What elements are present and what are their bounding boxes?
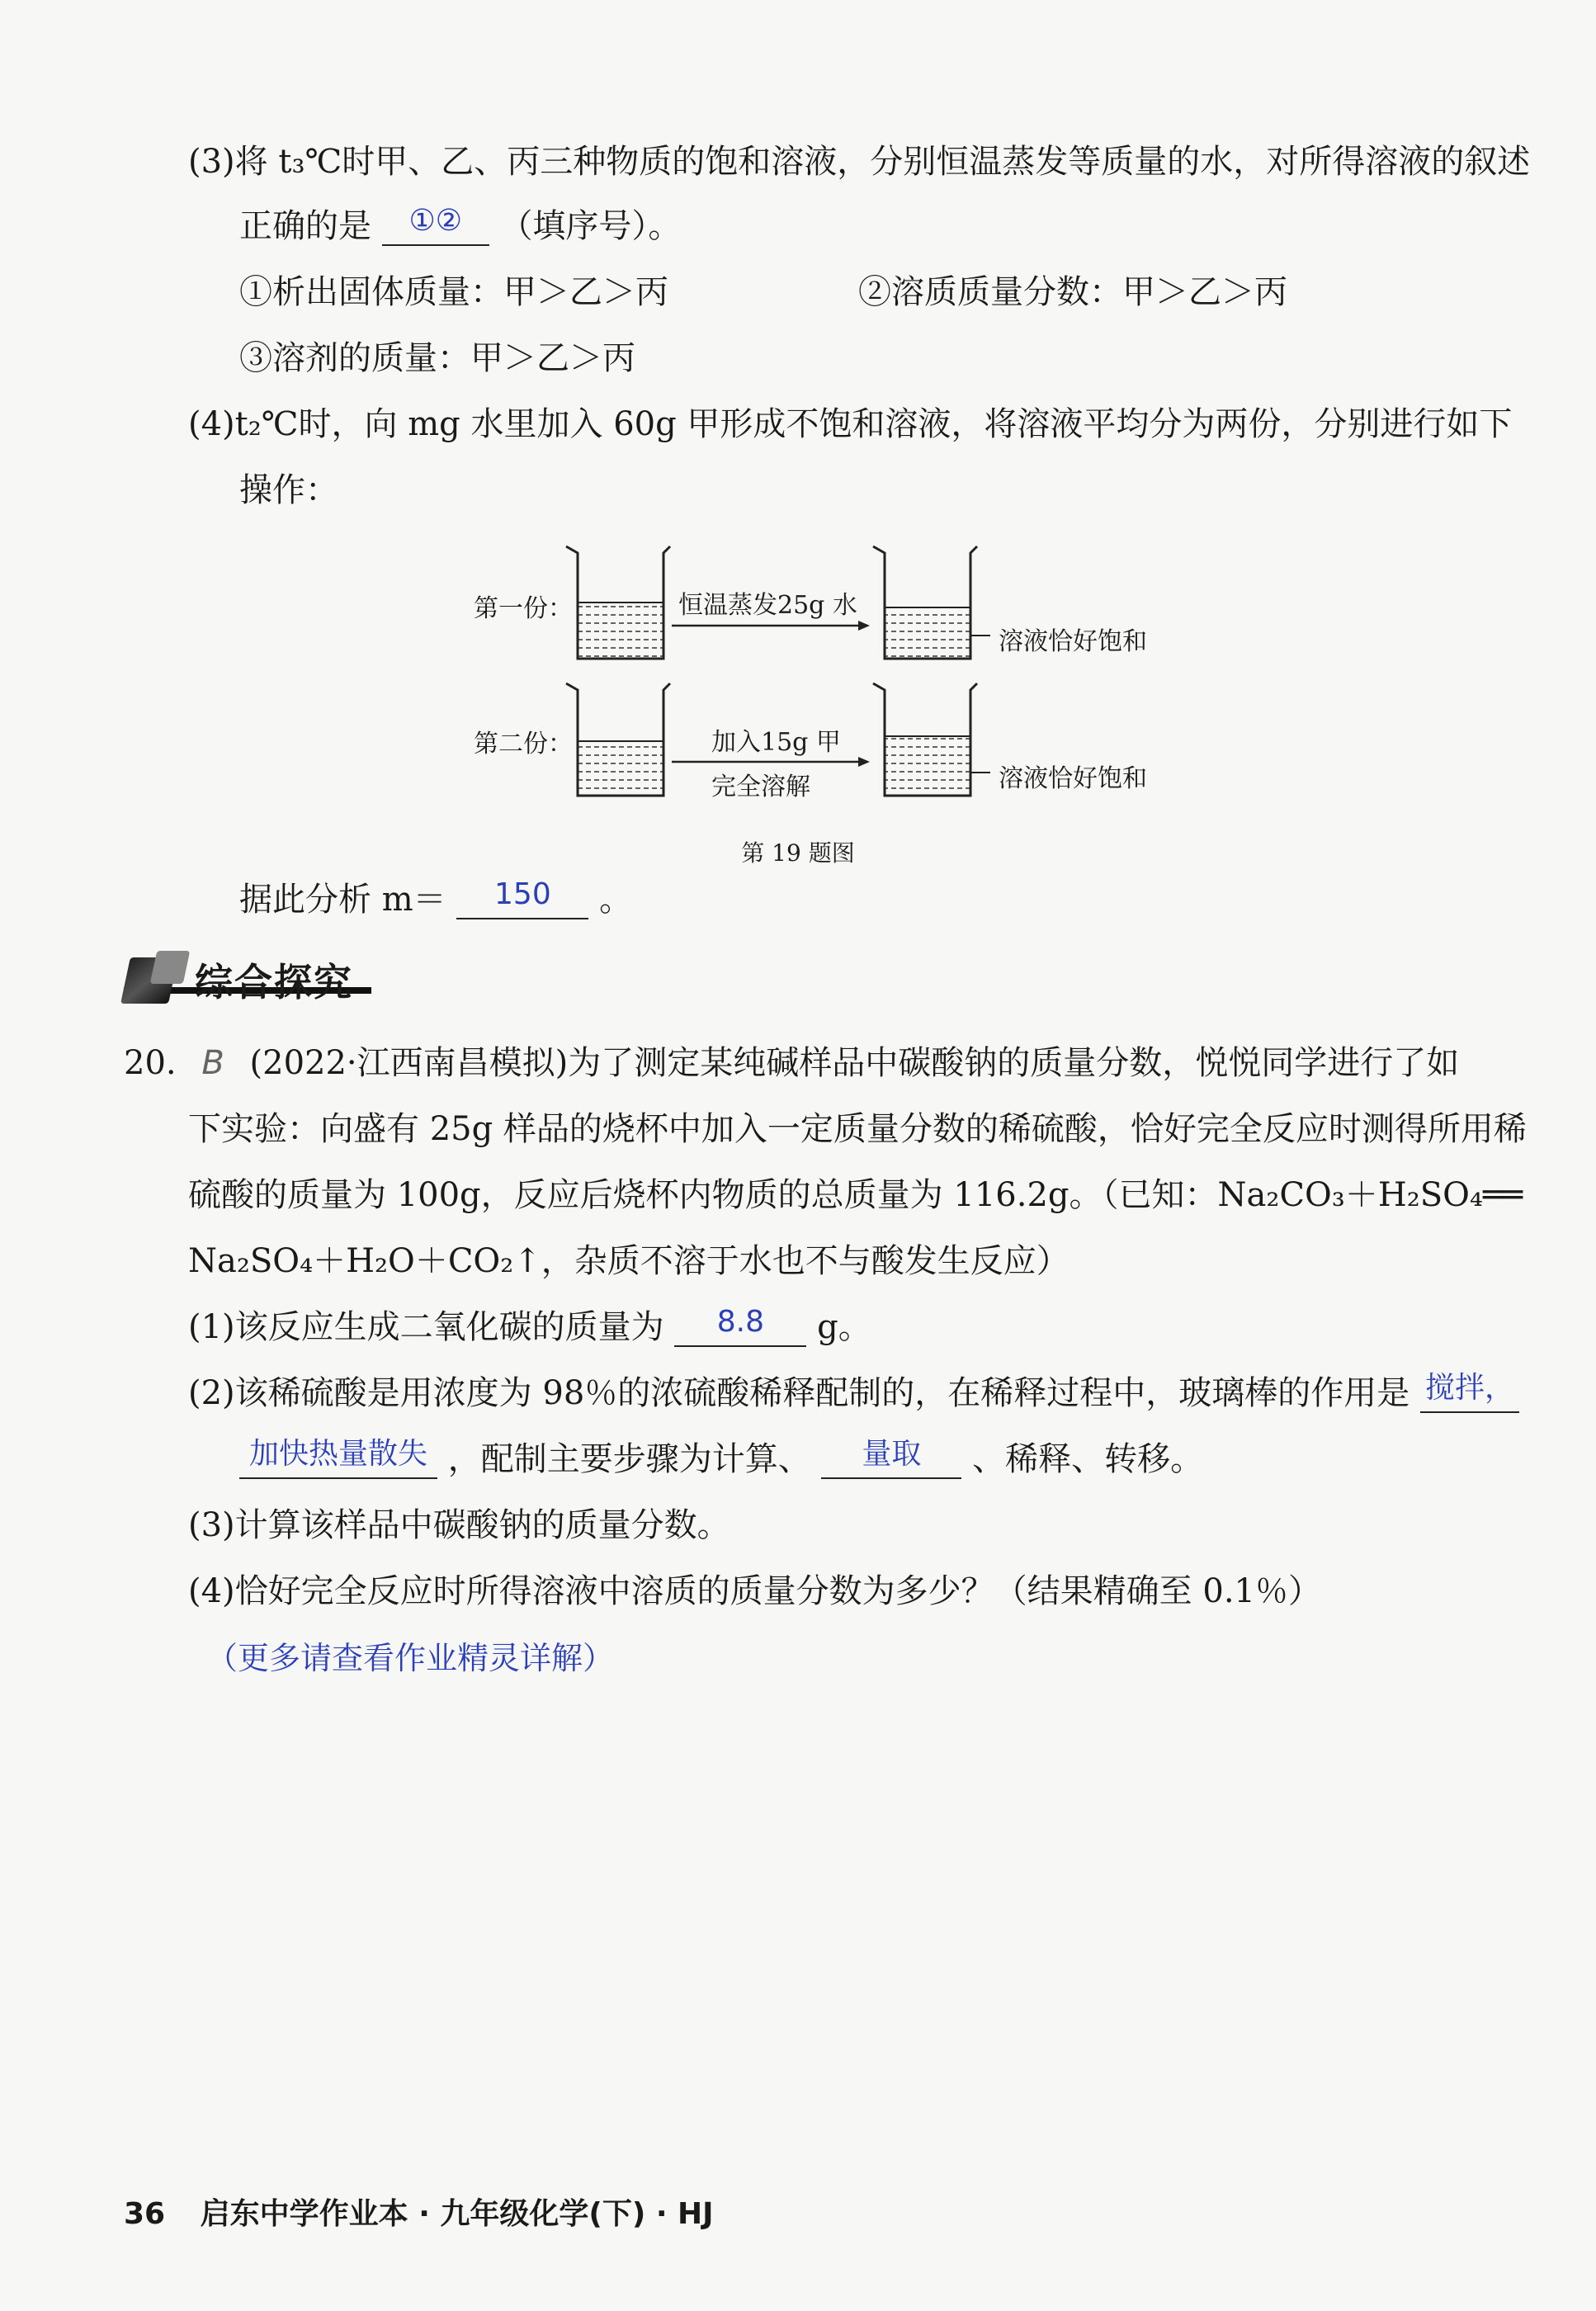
q20-part3: (3)计算该样品中碳酸钠的质量分数。 bbox=[188, 1506, 730, 1544]
q20-p2-blank-a[interactable] bbox=[1420, 1371, 1519, 1413]
q3-prefix: 正确的是 bbox=[239, 207, 371, 245]
row2-label: 第二份： bbox=[474, 730, 573, 759]
row1-label: 第一份： bbox=[474, 594, 573, 623]
beaker-row1-initial bbox=[566, 546, 670, 659]
q3-answer-blank[interactable] bbox=[382, 204, 489, 246]
row1-result-label: 溶液恰好饱和 bbox=[999, 627, 1147, 656]
q20-p1-suffix: g。 bbox=[817, 1308, 871, 1346]
q20-part2-line2 bbox=[239, 1438, 1203, 1481]
q4-answer-line bbox=[239, 878, 632, 921]
q3-option-1: ①析出固体质量：甲＞乙＞丙 bbox=[239, 273, 668, 311]
row2-result-label: 溶液恰好饱和 bbox=[999, 764, 1147, 793]
q20-p2-mid: ，配制主要步骤为计算、 bbox=[447, 1440, 811, 1478]
q20-p1-answer: 8.8 bbox=[716, 1305, 765, 1339]
q20-p2-answer-c: 量取 bbox=[862, 1437, 922, 1471]
q20-part1 bbox=[188, 1306, 871, 1349]
page-number: 36 bbox=[124, 2197, 166, 2231]
book-title: 启东中学作业本 · 九年级化学(下) · HJ bbox=[200, 2197, 714, 2231]
q3-answer: ①② bbox=[408, 204, 462, 238]
q3-stem-line2 bbox=[239, 205, 681, 248]
q20-p2-blank-c[interactable] bbox=[821, 1437, 961, 1479]
q4-answer: 150 bbox=[494, 877, 551, 911]
q3-stem-line1: (3)将 t₃℃时甲、乙、丙三种物质的饱和溶液，分别恒温蒸发等质量的水，对所得溶液的叙述 bbox=[188, 143, 1531, 181]
q20-p1-blank[interactable] bbox=[674, 1305, 806, 1347]
q20-p2-prefix: (2)该稀硫酸是用浓度为 98％的浓硫酸稀释配制的，在稀释过程中，玻璃棒的作用是 bbox=[188, 1374, 1410, 1412]
page-footer bbox=[124, 2190, 714, 2233]
q4-answer-suffix: 。 bbox=[599, 881, 633, 919]
q20-p2-blank-b[interactable] bbox=[239, 1437, 437, 1479]
q19-diagram bbox=[462, 528, 1205, 875]
q20-difficulty: B bbox=[201, 1044, 224, 1082]
beaker-row2-initial bbox=[566, 683, 670, 796]
q20-p2-answer-b: 加快热量散失 bbox=[248, 1437, 427, 1471]
q20-number: 20. bbox=[124, 1044, 177, 1082]
q20-part2-line1 bbox=[188, 1372, 1519, 1415]
row1-arrow-label: 恒温蒸发25g 水 bbox=[678, 591, 857, 620]
q3-option-2: ②溶质质量分数：甲＞乙＞丙 bbox=[858, 273, 1287, 311]
q20-p2-answer-a: 搅拌， bbox=[1424, 1371, 1514, 1405]
q4-answer-blank[interactable] bbox=[456, 877, 588, 919]
q20-stem-line3: 硫酸的质量为 100g，反应后烧杯内物质的总质量为 116.2g。（已知：Na₂CO₃＋H₂SO₄══ bbox=[188, 1176, 1523, 1214]
q20-line1: (2022·江西南昌模拟)为了测定某纯碱样品中碳酸钠的质量分数，悦悦同学进行了如 bbox=[249, 1044, 1460, 1082]
more-solutions-link[interactable]: （更多请查看作业精灵详解） bbox=[206, 1640, 615, 1676]
q3-option-3: ③溶剂的质量：甲＞乙＞丙 bbox=[239, 339, 635, 377]
q20-stem-line1 bbox=[124, 1042, 1459, 1085]
section-title: 综合探究 bbox=[195, 960, 353, 1004]
q4-stem-line1: (4)t₂℃时，向 mg 水里加入 60g 甲形成不饱和溶液，将溶液平均分为两份，分别进行如下 bbox=[188, 405, 1513, 443]
q4-answer-prefix: 据此分析 m＝ bbox=[239, 881, 446, 919]
diagram-caption: 第 19 题图 bbox=[741, 839, 855, 867]
section-heading bbox=[124, 949, 371, 1015]
beaker-row2-result bbox=[873, 683, 977, 796]
row2-arrow-label-bottom: 完全溶解 bbox=[711, 773, 810, 801]
q20-p1-prefix: (1)该反应生成二氧化碳的质量为 bbox=[188, 1308, 664, 1346]
q20-part4: (4)恰好完全反应时所得溶液中溶质的质量分数为多少？（结果精确至 0.1％） bbox=[188, 1572, 1321, 1610]
q20-stem-line2: 下实验：向盛有 25g 样品的烧杯中加入一定质量分数的稀硫酸，恰好完全反应时测得所用稀 bbox=[188, 1110, 1527, 1148]
beaker-row1-result bbox=[873, 546, 977, 659]
q20-stem-line4: Na₂SO₄＋H₂O＋CO₂↑，杂质不溶于水也不与酸发生反应） bbox=[188, 1242, 1070, 1280]
q4-stem-line2: 操作： bbox=[239, 471, 338, 509]
row2-arrow-label-top: 加入15g 甲 bbox=[711, 728, 841, 757]
q3-suffix: （填序号）。 bbox=[499, 207, 682, 245]
q20-p2-suffix: 、稀释、转移。 bbox=[972, 1440, 1204, 1478]
